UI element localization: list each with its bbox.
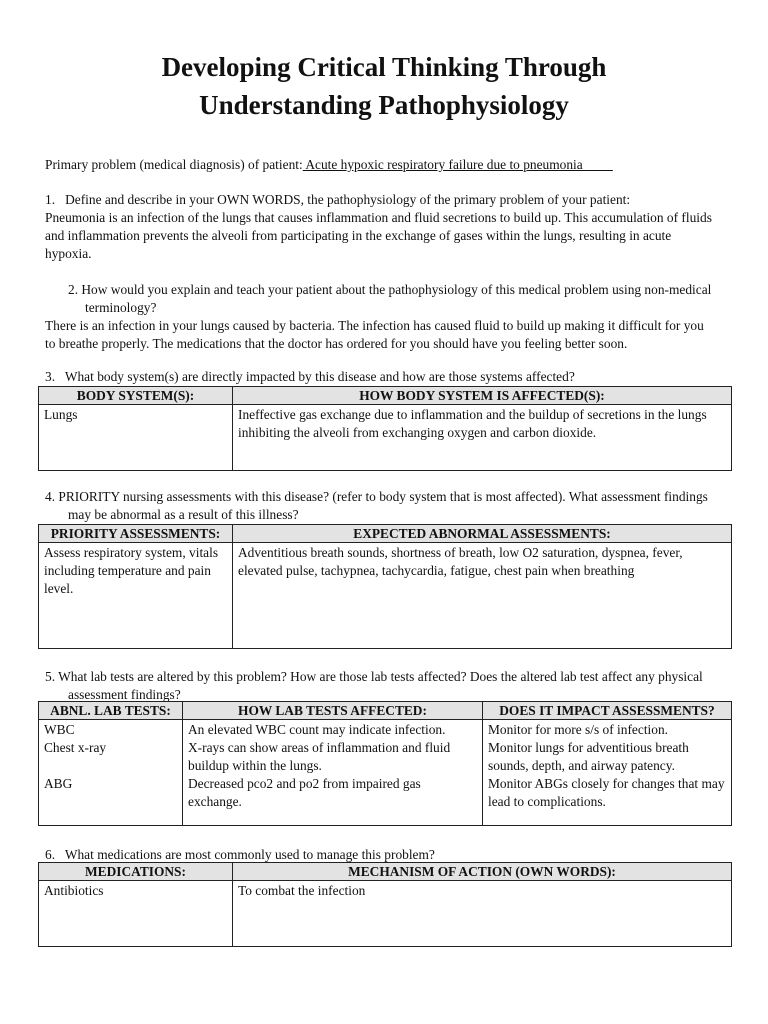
question-1: 1. Define and describe in your OWN WORDS, the pathophysiology of the primary problem of your patient: xyxy=(45,192,631,207)
question-3: 3. What body system(s) are directly impacted by this disease and how are those systems affected? xyxy=(45,369,575,384)
column-header: DOES IT IMPACT ASSESSMENTS? xyxy=(483,702,732,720)
lab-test-spacer xyxy=(44,757,177,775)
table-row xyxy=(39,543,732,649)
table-row xyxy=(39,405,732,471)
table-header-row xyxy=(39,387,732,405)
question-6: 6. What medications are most commonly used to manage this problem? xyxy=(45,847,435,862)
page-title-line-1: Developing Critical Thinking Through xyxy=(161,52,607,82)
table-cell: Lungs xyxy=(39,405,233,471)
primary-problem-value: Acute hypoxic respiratory failure due to pneumonia xyxy=(302,157,613,172)
lab-impact: Monitor ABGs closely for changes that may lead to complications. xyxy=(488,776,725,809)
table-cell: To combat the infection xyxy=(233,881,732,947)
lab-test-name: WBC xyxy=(44,722,75,737)
table-row xyxy=(39,720,732,826)
column-header: HOW LAB TESTS AFFECTED: xyxy=(183,702,483,720)
body-systems-table xyxy=(38,386,732,471)
priority-assessments-table xyxy=(38,524,732,649)
lab-impact: Monitor for more s/s of infection. xyxy=(488,722,668,737)
lab-effect: Decreased pco2 and po2 from impaired gas exchange. xyxy=(188,776,421,809)
table-header-row xyxy=(39,863,732,881)
table-cell xyxy=(39,720,183,826)
question-4: 4. PRIORITY nursing assessments with this disease? (refer to body system that is most affected). What assessment findings may be abnormal as a result of this illness? xyxy=(45,489,708,522)
column-header: HOW BODY SYSTEM IS AFFECTED(S): xyxy=(233,387,732,405)
lab-impact: Monitor lungs for adventitious breath sounds, depth, and airway patency. xyxy=(488,740,689,773)
question-2: 2. How would you explain and teach your patient about the pathophysiology of this medical problem using non-medical terminology? xyxy=(68,282,712,315)
table-cell xyxy=(183,720,483,826)
question-5: 5. What lab tests are altered by this problem? How are those lab tests affected? Does the altered lab test affect any physical assessment findings? xyxy=(45,669,703,702)
lab-effect: X-rays can show areas of inflammation and fluid buildup within the lungs. xyxy=(188,740,451,773)
primary-problem xyxy=(45,156,735,174)
table-row xyxy=(39,881,732,947)
table-cell: Antibiotics xyxy=(39,881,233,947)
table-cell xyxy=(483,720,732,826)
table-cell: Ineffective gas exchange due to inflammation and the buildup of secretions in the lungs inhibiting the alveoli from exchanging oxygen and carbon dioxide. xyxy=(233,405,732,471)
primary-problem-label: Primary problem (medical diagnosis) of patient: xyxy=(45,157,303,172)
table-cell: Assess respiratory system, vitals including temperature and pain level. xyxy=(39,543,233,649)
column-header: MEDICATIONS: xyxy=(39,863,233,881)
column-header: PRIORITY ASSESSMENTS: xyxy=(39,525,233,543)
column-header: EXPECTED ABNORMAL ASSESSMENTS: xyxy=(233,525,732,543)
column-header: MECHANISM OF ACTION (OWN WORDS): xyxy=(233,863,732,881)
answer-2: There is an infection in your lungs caused by bacteria. The infection has caused fluid to build up making it difficult for you to breathe properly. The medications that the doctor has ordered for you should have you feeling better soon. xyxy=(45,318,704,351)
lab-test-name: ABG xyxy=(44,776,73,791)
table-header-row xyxy=(39,525,732,543)
table-header-row xyxy=(39,702,732,720)
column-header: BODY SYSTEM(S): xyxy=(39,387,233,405)
table-cell: Adventitious breath sounds, shortness of breath, low O2 saturation, dyspnea, fever, elevated pulse, tachypnea, tachycardia, fatigue, chest pain when breathing xyxy=(233,543,732,649)
page-title xyxy=(0,48,768,124)
page-title-line-2: Understanding Pathophysiology xyxy=(199,90,569,120)
lab-tests-table xyxy=(38,701,732,826)
lab-test-name: Chest x-ray xyxy=(44,740,107,755)
column-header: ABNL. LAB TESTS: xyxy=(39,702,183,720)
answer-1: Pneumonia is an infection of the lungs that causes inflammation and fluid secretions to build up. This accumulation of fluids and inflammation prevents the alveoli from participating in the exchange of gases within the lungs, resulting in acute hypoxia. xyxy=(45,210,712,261)
lab-effect: An elevated WBC count may indicate infection. xyxy=(188,722,446,737)
medications-table xyxy=(38,862,732,947)
